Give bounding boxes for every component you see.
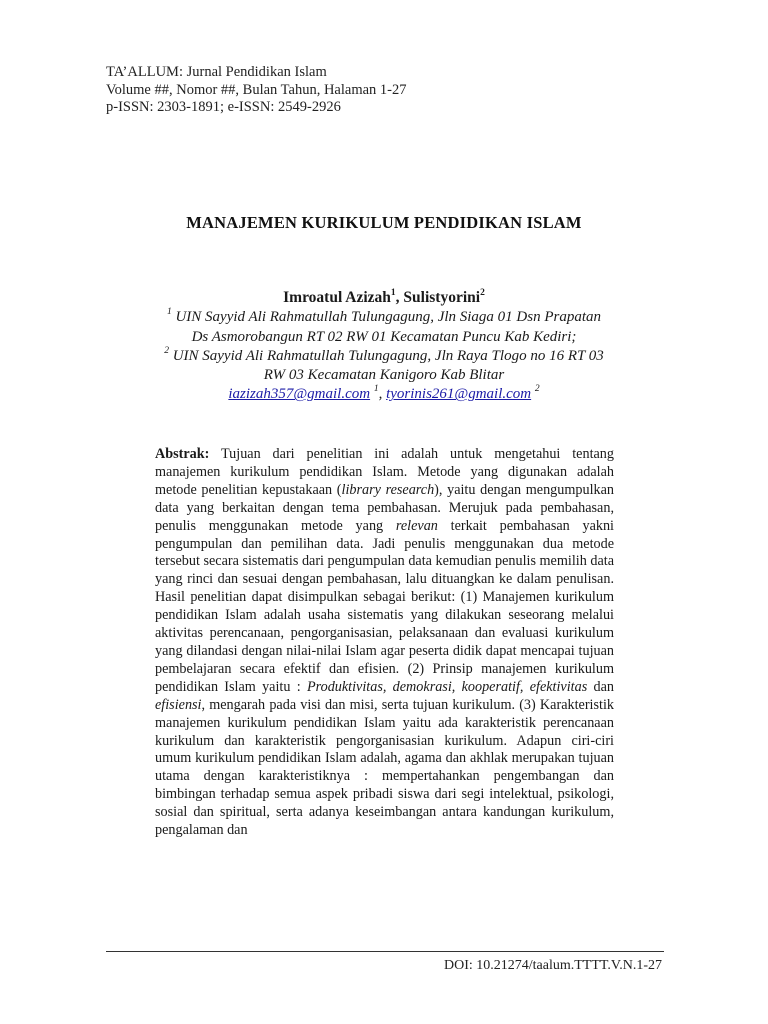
abstract-italic-3: Produktivitas, demokrasi, kooperatif, efektivitas	[306, 678, 588, 695]
email-link-2[interactable]: tyorinis261@gmail.com	[386, 386, 532, 403]
abstract-text-1: Tujuan dari penelitian ini adalah untuk mengetahui tentang manajemen kurikulum pendidikan Islam. Metode yang digunakan adalah metode penelitian kepustakaan (	[155, 446, 614, 498]
author-block	[100, 288, 668, 405]
author-1: Imroatul Azizah	[283, 289, 391, 306]
aff-1-line-1: UIN Sayyid Ali Rahmatullah Tulungagung, Jln Siaga 01 Dsn Prapatan	[171, 309, 602, 326]
email-separator: ,	[378, 386, 387, 403]
abstract-text-3: terkait pembahasan yakni pengumpulan dan pemilihan data. Jadi penulis menggunakan dua metode tersebut secara sistematis dari pengumpulan data kemudian penulis memilih data yang rinci dan sesuai dengan pembahasan, lalu dituangkan ke dalam penulisan. Hasil penelitian dapat disimpulkan sebagai berikut: (1) Manajemen kurikulum pendidikan Islam adalah usaha sistematis yang dilakukan seseorang melalui aktivitas perencanaan, pengorganisasian, pelaksanaan dan evaluasi kurikulum yang dilandasi dengan nilai-nilai Islam agar peserta didik dapat mencapai tujuan pembelajaran secara efektif dan efisien. (2) Prinsip manajemen kurikulum pendidikan Islam yaitu :	[155, 517, 614, 695]
footer-doi: DOI: 10.21274/taalum.TTTT.V.N.1-27	[443, 958, 662, 973]
affiliation-2-cont: RW 03 Kecamatan Kanigoro Kab Blitar	[263, 367, 505, 384]
abstract	[155, 446, 614, 840]
author-2: Sulistyorini	[403, 289, 481, 306]
footer-divider	[106, 951, 664, 952]
affiliation-1-cont: Ds Asmorobangun RT 02 RW 01 Kecamatan Puncu Kab Kediri;	[191, 328, 577, 345]
journal-name: TA’ALLUM: Jurnal Pendidikan Islam	[106, 64, 327, 80]
abstract-text-5: , mengarah pada visi dan misi, serta tujuan kurikulum. (3) Karakteristik manajemen kurikulum pendidikan Islam yaitu ada karakteristik perencanaan kurikulum dan karakteristik pengorganisasian kurikulum. Adapun ciri-ciri umum kurikulum pendidikan Islam adalah, agama dan akhlak merupakan tujuan utama dengan karakteristiknya : mempertahankan pengembangan dan bimbingan terhadap semua aspek pribadi siswa dari segi intelektual, psikologi, sosial dan spiritual, serta adanya keseimbangan antara kandungan kurikulum, pengalaman dan	[155, 696, 614, 839]
abstract-label: Abstrak:	[155, 446, 210, 462]
author-2-sup: 2	[480, 287, 485, 298]
author-1-sup: 1	[390, 287, 396, 298]
email-link-1[interactable]: iazizah357@gmail.com	[228, 386, 371, 403]
paper-title: MANAJEMEN KURIKULUM PENDIDIKAN ISLAM	[186, 213, 582, 232]
journal-header	[106, 64, 407, 117]
journal-issn: p-ISSN: 2303-1891; e-ISSN: 2549-2926	[106, 99, 341, 115]
email-2-sup: 2	[534, 384, 540, 395]
abstract-italic-2: relevan	[395, 517, 438, 534]
journal-volume: Volume ##, Nomor ##, Bulan Tahun, Halaman 1-27	[106, 81, 407, 98]
author-separator: ,	[395, 289, 404, 306]
email-1-sup: 1	[373, 384, 379, 395]
email-line	[100, 385, 668, 404]
abstract-italic-1: library research	[341, 481, 435, 498]
affiliation-1	[100, 308, 668, 327]
aff-1-sup: 1	[166, 307, 172, 318]
author-names	[100, 288, 668, 307]
aff-2-line-1: UIN Sayyid Ali Rahmatullah Tulungagung, Jln Raya Tlogo no 16 RT 03	[168, 347, 604, 364]
abstract-italic-4: efisiensi	[155, 696, 202, 713]
aff-2-sup: 2	[164, 345, 169, 356]
abstract-text-2: ), yaitu dengan mengumpulkan data yang berkaitan dengan tema pembahasan. Merujuk pada pembahasan, penulis menggunakan metode yang	[155, 481, 615, 534]
abstract-text-4: dan	[587, 678, 614, 695]
affiliation-2	[100, 347, 668, 366]
